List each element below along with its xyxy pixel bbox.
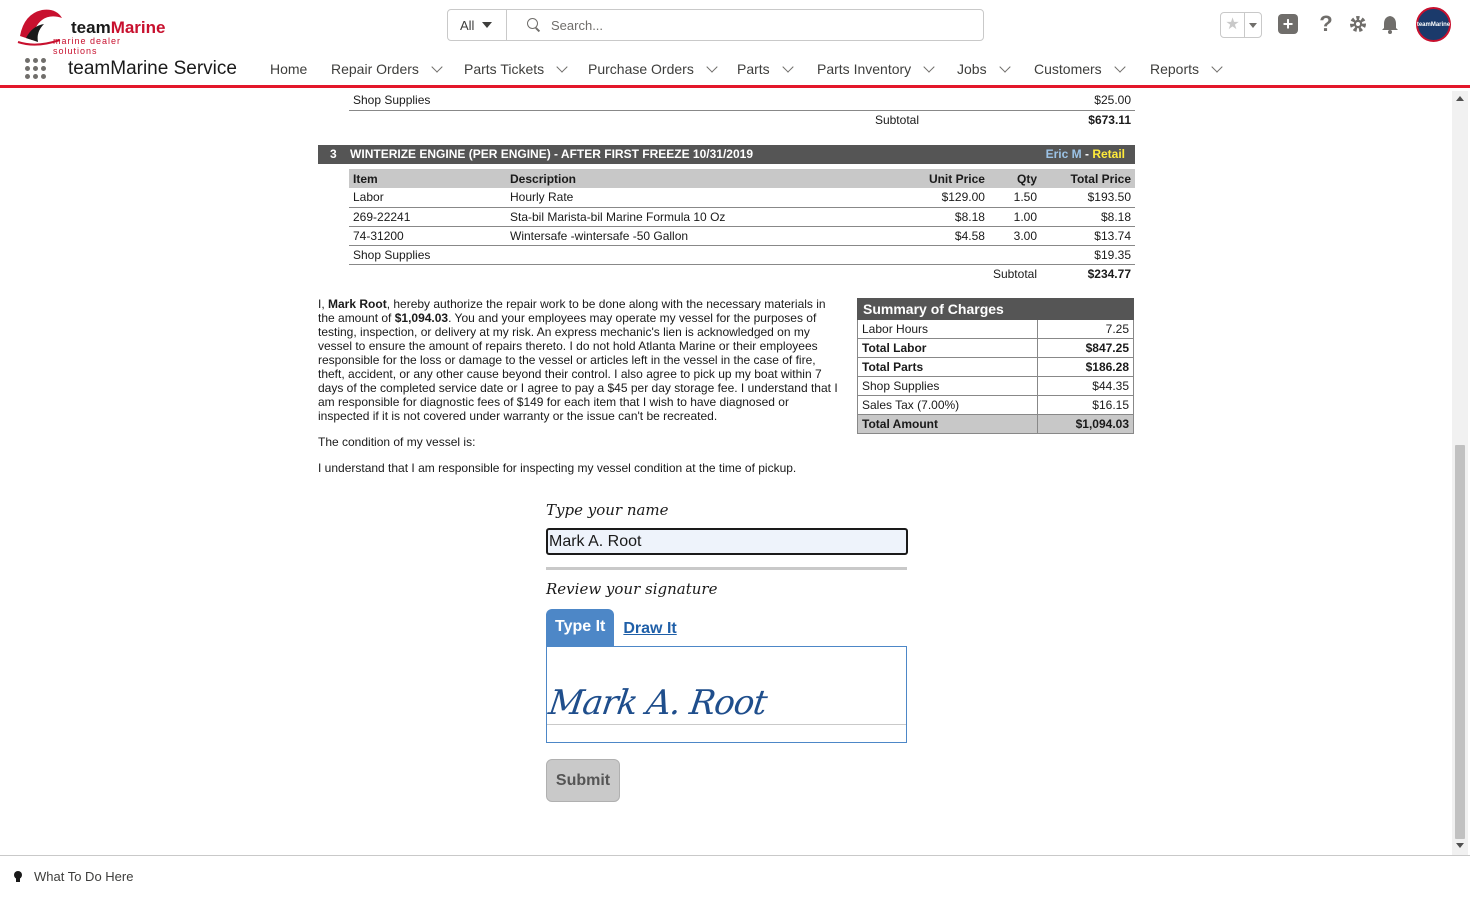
type-name-label: Type your name <box>546 501 669 519</box>
nav-item-home[interactable]: Home <box>270 61 308 77</box>
lightbulb-icon <box>14 871 22 879</box>
prev-section-table <box>349 91 1135 129</box>
shop-supplies-label: Shop Supplies <box>349 245 506 264</box>
summary-title: Summary of Charges <box>858 299 1134 320</box>
app-launcher-icon[interactable] <box>25 58 46 79</box>
shop-supplies-label: Shop Supplies <box>349 91 1015 110</box>
utility-bar <box>0 855 1470 897</box>
tab-draw-it[interactable]: Draw It <box>623 620 677 637</box>
bell-icon[interactable] <box>1378 12 1402 36</box>
chevron-down-icon[interactable] <box>706 61 717 72</box>
job-lines-table <box>349 169 1135 283</box>
signature-text: Mark A. Root <box>546 683 769 723</box>
chevron-down-icon[interactable] <box>782 61 793 72</box>
table-row <box>349 110 1135 129</box>
table-header-row <box>349 169 1135 188</box>
global-search <box>447 9 984 41</box>
chevron-down-icon[interactable] <box>556 61 567 72</box>
nav-item-parts[interactable]: Parts <box>737 61 792 77</box>
help-icon[interactable]: ? <box>1319 11 1333 36</box>
nav-item-purchase-orders[interactable]: Purchase Orders <box>588 61 716 77</box>
search-scope-label: All <box>460 17 475 33</box>
col-item: Item <box>349 169 506 188</box>
gear-icon[interactable] <box>1346 12 1370 36</box>
table-row: Labor Hours 7.25 <box>858 320 1134 339</box>
app-name: teamMarine Service <box>68 58 237 79</box>
shop-supplies-value: $19.35 <box>1041 245 1135 264</box>
user-avatar[interactable]: teamMarine <box>1416 7 1451 42</box>
chevron-down-icon[interactable] <box>1211 61 1222 72</box>
scroll-up-icon[interactable] <box>1456 96 1464 101</box>
col-total-price: Total Price <box>1041 169 1135 188</box>
table-row: 74-31200 Wintersafe -wintersafe -50 Gallon $4.58 3.00 $13.74 <box>349 226 1135 245</box>
teammarine-logo[interactable] <box>16 6 166 56</box>
vertical-scrollbar[interactable] <box>1452 91 1468 855</box>
nav-item-repair-orders[interactable]: Repair Orders <box>331 61 441 77</box>
summary-of-charges <box>857 298 1134 434</box>
scroll-down-icon[interactable] <box>1456 843 1464 848</box>
logo-tagline: marine dealer solutions <box>53 36 122 56</box>
divider <box>546 567 907 570</box>
global-header <box>0 0 1470 88</box>
nav-item-jobs[interactable]: Jobs <box>957 61 1009 77</box>
job-title: WINTERIZE ENGINE (PER ENGINE) - AFTER FIRST FREEZE 10/31/2019 <box>350 147 753 161</box>
what-to-do-here-button[interactable]: What To Do Here <box>34 869 134 884</box>
search-input[interactable] <box>551 18 931 33</box>
col-unit-price: Unit Price <box>889 169 989 188</box>
search-icon <box>527 18 541 32</box>
star-icon[interactable]: ★ <box>1221 13 1245 37</box>
shop-supplies-value: $25.00 <box>1015 91 1135 110</box>
signature-preview <box>546 646 907 743</box>
table-row: 269-22241 Sta-bil Marista-bil Marine Formula 10 Oz $8.18 1.00 $8.18 <box>349 207 1135 226</box>
tab-type-it[interactable]: Type It <box>546 609 614 646</box>
caret-down-icon <box>482 22 492 28</box>
repair-order-document <box>0 91 1452 855</box>
signature-baseline <box>547 724 906 725</box>
chevron-down-icon[interactable] <box>431 61 442 72</box>
job-section-header <box>318 145 1135 164</box>
table-row: Shop Supplies $44.35 <box>858 377 1134 396</box>
submit-button[interactable]: Submit <box>546 759 620 802</box>
nav-bar <box>0 50 1470 86</box>
logo-wordmark: teamMarine <box>71 18 166 37</box>
chevron-down-icon[interactable] <box>999 61 1010 72</box>
global-actions-button[interactable] <box>1276 12 1300 36</box>
search-scope-select[interactable] <box>448 10 507 40</box>
chevron-down-icon[interactable] <box>923 61 934 72</box>
scrollbar-thumb[interactable] <box>1455 445 1465 839</box>
job-number: 3 <box>330 147 337 161</box>
table-row: Total Amount $1,094.03 <box>858 415 1134 434</box>
subtotal-label: Subtotal <box>874 112 919 127</box>
subtotal-label: Subtotal <box>992 266 1037 281</box>
chevron-down-icon[interactable] <box>1114 61 1125 72</box>
table-row <box>349 91 1135 110</box>
signature-panel <box>546 501 908 802</box>
nav-item-parts-inventory[interactable]: Parts Inventory <box>817 61 933 77</box>
inspection-text: I understand that I am responsible for inspecting my vessel condition at the time of pickup. <box>318 461 797 475</box>
technician-label: Eric M - Retail <box>1045 147 1125 161</box>
favorites-widget <box>1220 12 1262 38</box>
nav-item-reports[interactable]: Reports <box>1150 61 1221 77</box>
favorites-dropdown-icon[interactable] <box>1245 13 1261 37</box>
subtotal-value: $234.77 <box>1087 266 1131 281</box>
table-row: Sales Tax (7.00%) $16.15 <box>858 396 1134 415</box>
col-description: Description <box>506 169 889 188</box>
vessel-condition-text: The condition of my vessel is: <box>318 435 476 449</box>
nav-item-parts-tickets[interactable]: Parts Tickets <box>464 61 566 77</box>
name-input[interactable] <box>546 528 908 555</box>
review-signature-label: Review your signature <box>546 580 718 598</box>
plus-icon: + <box>1278 14 1298 34</box>
authorization-text <box>318 297 840 487</box>
signature-tabs <box>546 608 908 646</box>
table-row: Total Labor $847.25 <box>858 339 1134 358</box>
authorization-paragraph: I, Mark Root, hereby authorize the repair work to be done along with the necessary materials in the amount of $1,094.03. You and your employees may operate my vessel for the purposes of testing, inspection, or delivery at my risk. An express mechanic's lien is acknowledged on my vessel to ensure the amount of repairs thereto. I do not hold Atlanta Marine or their employees responsible for the loss or damage to the vessel or articles left in the vessel in the case of fire, theft, accident, or any other cause beyond their control. I also agree to pick up my boat within 7 days of the completed service date or I agree to pay a $45 per day storage fee. I understand that I am responsible for diagnostic fees of $149 for each item that I wish to have diagnosed or inspected if it is not covered under warranty or the issue can't be recreated. <box>318 297 838 423</box>
table-row: Total Parts $186.28 <box>858 358 1134 377</box>
table-row: Labor Hourly Rate $129.00 1.50 $193.50 <box>349 188 1135 207</box>
subtotal-value: $673.11 <box>1088 112 1131 127</box>
table-row <box>349 264 1135 283</box>
col-qty: Qty <box>989 169 1041 188</box>
nav-item-customers[interactable]: Customers <box>1034 61 1124 77</box>
table-row <box>349 245 1135 264</box>
